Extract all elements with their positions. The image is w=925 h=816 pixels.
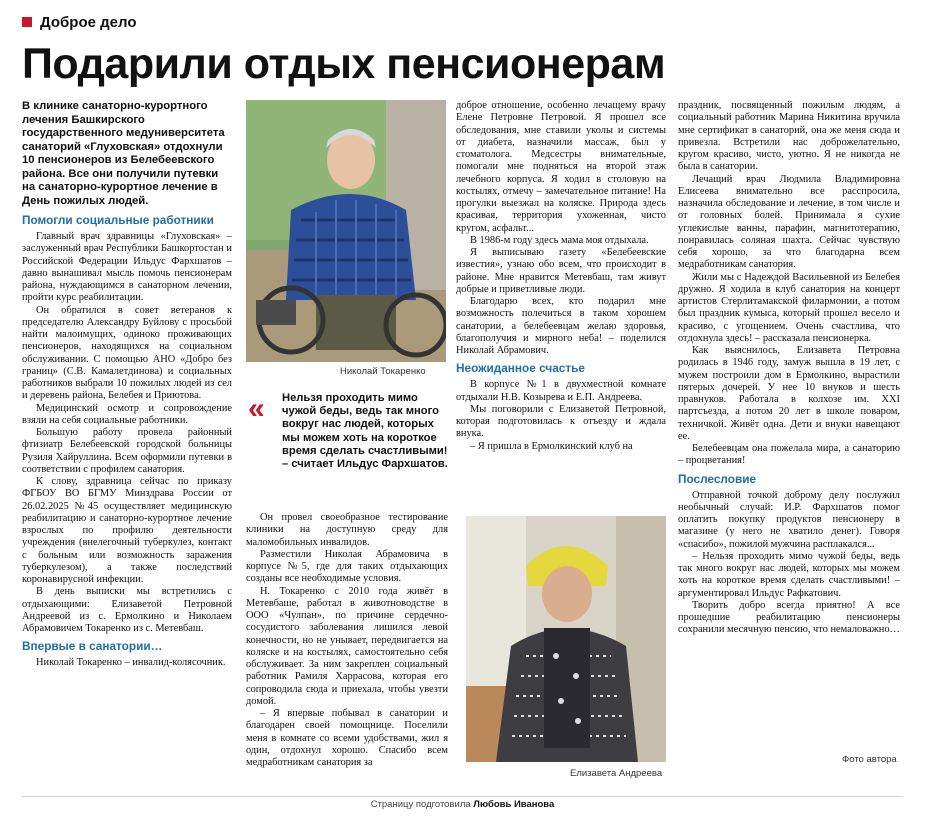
paragraph: – Нельзя проходить мимо чужой беды, ведь так много вокруг нас людей, которых мы можем хоть на короткое время сделать счастливыми! – аргументировал Ильдус Рафкатович. [678, 550, 900, 599]
paragraph: В корпусе №1 в двухместной комнате отдыхали Н.В. Козырева и Е.П. Андреева. [456, 379, 666, 403]
paragraph: Главный врач здравницы «Глуховская» – заслуженный врач Республики Башкортостан и Российской Федерации Ильдус Фархшатов – давно вынашивал мысль помочь пенсионерам района, нуждающимся в санаторном лечении, пройти курс реабилитации. [22, 231, 232, 304]
quote-mark-icon: « [248, 392, 265, 425]
photo-nikolay-image [246, 100, 446, 362]
paragraph: Большую работу провела районный фтизиатр Белебеевской городской больницы Рузиля Хайруллина. Всем оформили путевки в соответствии с профилем санатория. [22, 427, 232, 475]
paragraph: Н. Токаренко с 2010 года живёт в Метевбаше, работал в животноводстве в ООО «Чулпан», по причине сердечно-сосудистого заболевания лишился левой конечности, но не унывает, передвигается на коляске и на костылях, самостоятельно себя обслуживает. За ним закреплен социальный работник Рамиля Харрасова, которая его сопроводила сюда и приехала, чтобы увезти домой. [246, 585, 448, 707]
paragraph: В 1986-м году здесь мама моя отдыхала. [470, 234, 649, 246]
paragraph: Благодарю всех, кто подарил мне возможность полечиться в таком хорошем санатории, а белебеевцам желаю здоровья, благополучия и мирного неба! – поделился Николай Абрамович. [456, 296, 666, 356]
page-footer [22, 796, 903, 814]
column-2 [246, 512, 448, 780]
footer-author: Любовь Иванова [473, 799, 555, 810]
paragraph: Мы поговорили с Елизаветой Петровной, которая подготовилась к отъезду и ждала внука. [456, 403, 666, 440]
photo-caption: Николай Токаренко [340, 366, 426, 377]
paragraph: – Я пришла в Ермолкинский клуб на [470, 440, 633, 452]
photo-elizaveta-image [466, 516, 666, 762]
paragraph: Он обратился в совет ветеранов к председателю Александру Буйлову с просьбой найти малоимущих, одиноко проживающих пенсионеров, находящихся на социальном обслуживании. С помощью АНО «Добро без границ» (С.В. Камалетдинова) и социальных работников выбрали 10 пожилых людей из сел и деревень района, Белебея и Приютова. [22, 304, 232, 402]
paragraph: Жили мы с Надеждой Васильевной из Белебея дружно. Я ходила в клуб санатория на концерт артистов Стерлитамакской филармонии, а потом был праздник кумыса, который прошел весело и красиво, с угощением. Очень счастлива, что отдохнула здесь! – рассказала пенсионерка. [678, 271, 900, 344]
paragraph: доброе отношение, особенно лечащему врачу Елене Петровне Петровой. Я прошел все обследования, мне ставили уколы и системы от диабета, назначили массаж, был у стоматолога. Медсестры внимательные, помогали мне подняться на второй этаж лечебного корпуса. Я ходил в столовую на костылях, отмечу – замечательное питание! На прогулки выезжал на коляске. Природа здесь красивая, территория ухоженная, чисто кругом, асфальт... [456, 100, 666, 234]
section-heading-unexpected-happiness: Неожиданное счастье [456, 361, 585, 376]
paragraph: Лечащий врач Людмила Владимировна Елисеева внимательно все расспросила, назначила обследование и лечение, в том числе и от головных болей. Принимала я сухие углекислые ванны, парафин, магнитотерапию, понравилась соляная шахта. Сейчас чувствую себя хорошо, за что благодарна всем медработникам санатория. [678, 173, 900, 271]
quote-text: Нельзя проходить мимо чужой беды, ведь так много вокруг нас людей, которых мы можем хоть на короткое время сделать счастливыми! – считает Ильдус Фархшатов. [282, 392, 448, 471]
paragraph: Отправной точкой доброму делу послужил необычный случай: И.Р. Фархшатов помог оплатить покупку продуктов пенсионеру в магазине (у него не хватило денег). Говоря «спасибо», пожилой мужчина расплакался... [678, 489, 900, 550]
paragraph: праздник, посвященный пожилым людям, а социальный работник Марина Никитина вручила мне сертификат в санаторий, она же меня сюда и привезла. Встретили нас доброжелательно, кругом красиво, чисто, уютно. Я не никогда не была в санатории. [678, 100, 900, 173]
paragraph: Он провел своеобразное тестирование клиники на доступную среду для маломобильных инвалидов. [246, 512, 448, 548]
pull-quote [248, 392, 448, 471]
paragraph: К слову, здравница сейчас по приказу ФГБОУ ВО БГМУ Минздрава России от 26.02.2025 №45 осуществляет медицинскую реабилитацию и санаторно-курортное лечение взрослых по профилю деятельности учреждения (внелегочный туберкулез, контакт с больным или возможность заражения туберкулезом), а также последствий коронавирусной инфекции. [22, 476, 232, 585]
paragraph: Разместили Николая Абрамовича в корпусе №5, где для таких отдыхающих созданы все необходимые условия. [246, 548, 448, 585]
column-3 [456, 100, 666, 512]
footer-prefix: Страницу подготовила [370, 799, 471, 810]
rubric-label: Доброе дело [40, 14, 137, 31]
paragraph: Я выписываю газету «Белебеевские известия», узнаю обо всем, что происходит в районе. Мне нравится Метевбаш, там живут добрые и приветливые люди. [456, 247, 666, 295]
article-lead: В клинике санаторно-курортного лечения Башкирского государственного медуниверситета санаторий «Глуховская» отдохнули 10 пенсионеров из Белебеевского района. Все они получили путевки на санаторно-курортное лечение в День пожилых людей. [22, 100, 225, 207]
paragraph: Творить добро всегда приятно! А все прошедшие реабилитацию пенсионеры сохранили месячную пенсию, что немаловажно… [678, 599, 900, 636]
column-4 [678, 100, 900, 750]
rubric-square-icon [22, 17, 32, 27]
paragraph: Николай Токаренко – инвалид-колясочник. [36, 657, 226, 669]
paragraph: В день выписки мы встретились с отдыхающими: Елизаветой Петровной Андреевой из с. Ермолкино и Николаем Абрамовичем Токаренко из с. Метевбаш. [22, 586, 232, 634]
photo-caption: Елизавета Андреева [570, 768, 663, 779]
column-1 [22, 100, 232, 780]
article-title: Подарили отдых пенсионерам [22, 40, 666, 88]
section-heading-afterword: Послесловие [678, 471, 757, 486]
section-heading-social-workers: Помогли социальные работники [22, 213, 214, 227]
paragraph: Белебеевцам она пожелала мира, а санаторию – процветания! [678, 443, 900, 467]
photo-elizaveta-andreeva [466, 516, 666, 762]
photo-nikolay-tokarenko [246, 100, 446, 362]
paragraph: Медицинский осмотр и сопровождение взяли на себя социальные работники. [22, 402, 232, 426]
paragraph: – Я впервые побывал в санатории и благодарен своей помощнице. Поселили меня в комнате со всеми удобствами, жил я один, отдохнул хорошо. Спасибо всем медработникам санатория за [246, 708, 448, 768]
section-heading-first-time: Впервые в санатории… [22, 639, 163, 654]
rubric [22, 14, 137, 31]
photo-credit: Фото автора [842, 754, 897, 765]
paragraph: Как выяснилось, Елизавета Петровна родилась в 1946 году, замуж вышла в 19 лет, с мужем построили дом в Ермолкино, вырастили пятерых дочерей. У нее 10 внуков и шесть правнуков. Работала в колхозе им. XXI партсъезда, а потом 20 лет в школе поваром, техничкой. Живёт одна. Дети и внуки навещают ее. [678, 345, 900, 442]
